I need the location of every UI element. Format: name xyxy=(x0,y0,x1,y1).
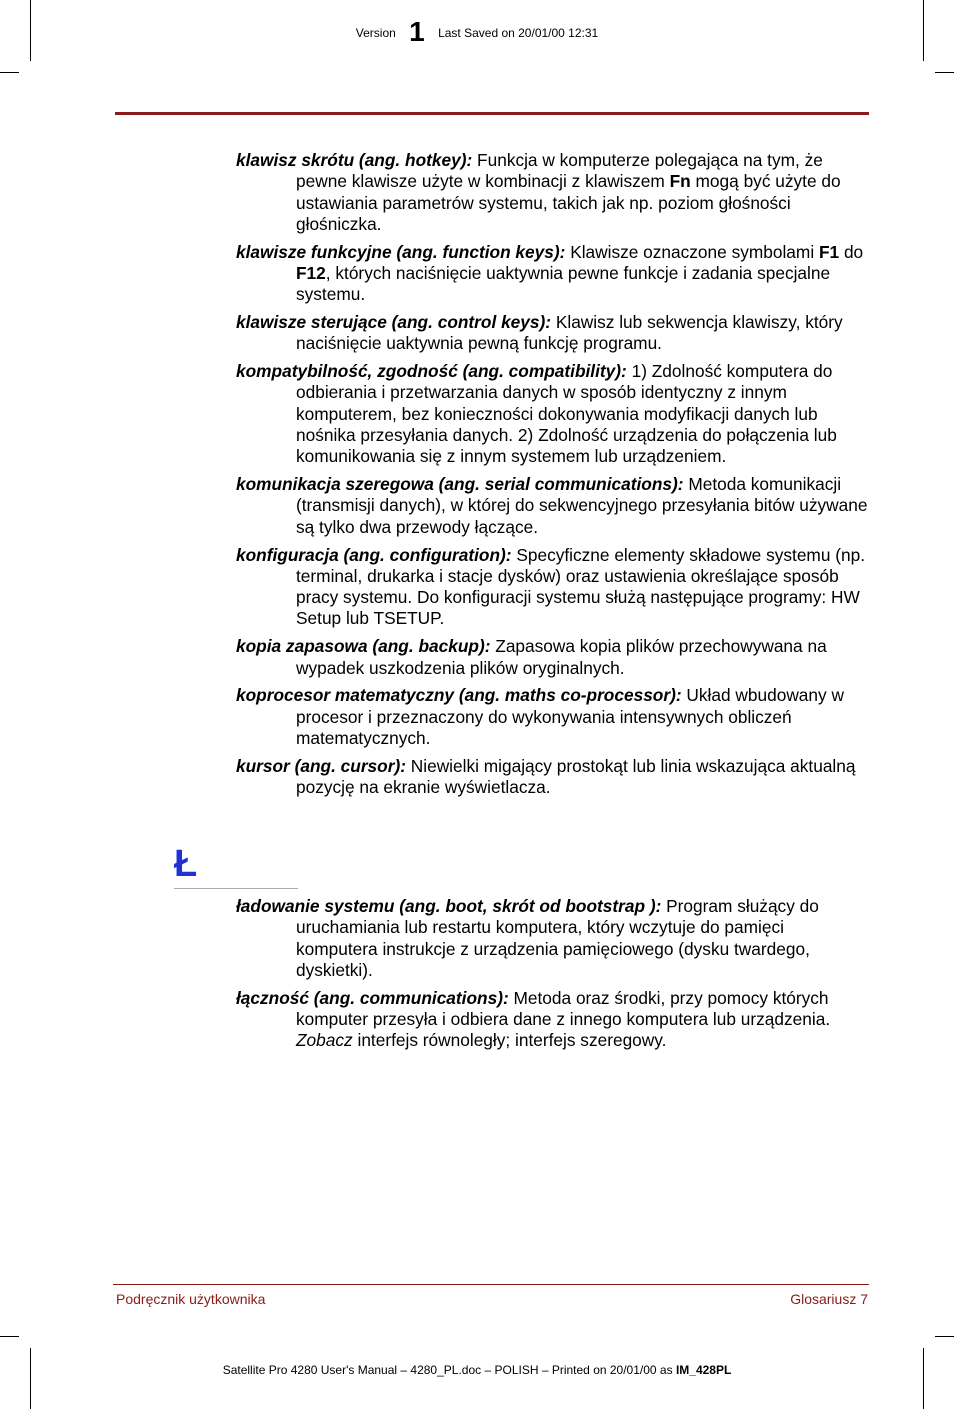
footer-page-label: Glosariusz 7 xyxy=(790,1291,868,1307)
glossary-entry xyxy=(236,545,868,630)
glossary-entry xyxy=(236,636,868,679)
definition-text: Metoda oraz środki, przy pomocy których komputer przesyła i odbiera dane z innego komputera lub urządzenia. xyxy=(296,987,831,1029)
print-info xyxy=(0,1363,954,1377)
crop-mark xyxy=(923,1348,924,1409)
glossary-entry xyxy=(236,988,868,1052)
footer-rule xyxy=(113,1284,869,1285)
glossary-entry xyxy=(236,474,868,538)
glossary-term: klawisz skrótu (ang. hotkey): xyxy=(236,150,473,170)
definition-text: Zapasowa kopia plików przechowywana na wypadek uszkodzenia plików oryginalnych. xyxy=(296,636,827,678)
version-number: 1 xyxy=(409,16,425,47)
glossary-section-l xyxy=(236,896,868,1058)
crop-mark xyxy=(935,1336,954,1337)
definition-text: F12 xyxy=(296,262,326,283)
glossary-section-k xyxy=(236,150,868,805)
version-header xyxy=(0,18,954,47)
crop-mark xyxy=(0,1336,19,1337)
glossary-entry xyxy=(236,685,868,749)
print-info-code: IM_428PL xyxy=(675,1363,732,1377)
print-info-text: Satellite Pro 4280 User's Manual – 4280_PL.doc – POLISH – Printed on 20/01/00 as xyxy=(222,1363,676,1377)
definition-text: do xyxy=(839,241,864,262)
glossary-term: komunikacja szeregowa (ang. serial communications): xyxy=(236,474,684,495)
glossary-entry xyxy=(236,150,868,235)
glossary-entry xyxy=(236,756,868,799)
glossary-entry xyxy=(236,242,868,306)
definition-text: F1 xyxy=(818,241,840,262)
glossary-term: łączność (ang. communications): xyxy=(236,987,509,1008)
glossary-entry xyxy=(236,312,868,355)
definition-text: Specyficzne elementy składowe systemu (np. terminal, drukarka i stacje dysków) oraz ustawienia określające sposób pracy systemu. Do konfiguracji systemu służą następujące programy: HW Setup lub TSETUP. xyxy=(296,544,866,629)
definition-text: , których naciśnięcie uaktywnia pewne funkcje i zadania specjalne systemu. xyxy=(296,262,831,305)
glossary-term: koprocesor matematyczny (ang. maths co-processor): xyxy=(236,685,682,706)
glossary-term: ładowanie systemu (ang. boot, skrót od bootstrap ): xyxy=(236,896,662,916)
glossary-term: klawisze funkcyjne (ang. function keys): xyxy=(236,241,566,262)
crop-mark xyxy=(935,72,954,73)
version-label: Version xyxy=(355,26,396,40)
footer-manual-title: Podręcznik użytkownika xyxy=(116,1291,266,1307)
last-saved: Last Saved on 20/01/00 12:31 xyxy=(438,26,599,40)
definition-text: Zobacz xyxy=(296,1030,353,1051)
definition-text: interfejs równoległy; interfejs szeregowy. xyxy=(352,1030,667,1051)
definition-text: 1) Zdolność komputera do odbierania i przetwarzania danych w sposób identyczny z innym komputerem, bez konieczności dokonywania modyfikacji danych lub nośnika przesyłania danych. 2) Zdolność urządzenia do połączenia lub komunikowania się z innym systemem lub urządzeniem. xyxy=(296,361,837,467)
section-heading-rule xyxy=(174,888,298,889)
definition-text: Układ wbudowany w procesor i przeznaczony do wykonywania intensywnych obliczeń matematycznych. xyxy=(296,685,844,748)
section-letter-heading: Ł xyxy=(174,843,198,885)
definition-text: Klawisze oznaczone symbolami xyxy=(565,241,819,262)
definition-text: Fn xyxy=(669,171,691,192)
glossary-term: kopia zapasowa (ang. backup): xyxy=(236,636,491,657)
glossary-term: kursor (ang. cursor): xyxy=(236,755,406,776)
definition-text: Program służący do uruchamiania lub restartu komputera, który wczytuje do pamięci komputera instrukcje z urządzenia pamięciowego (dysku twardego, dyskietki). xyxy=(296,896,819,980)
glossary-term: klawisze sterujące (ang. control keys): xyxy=(236,312,552,333)
glossary-entry xyxy=(236,361,868,467)
definition-text: Niewielki migający prostokąt lub linia wskazująca aktualną pozycję na ekranie wyświetlacza. xyxy=(296,755,856,798)
glossary-term: kompatybilność, zgodność (ang. compatibility): xyxy=(236,361,627,382)
definition-text: Klawisz lub sekwencja klawiszy, który naciśnięcie uaktywnia pewną funkcję programu. xyxy=(296,312,843,354)
glossary-term: konfiguracja (ang. configuration): xyxy=(236,544,512,565)
crop-mark xyxy=(30,1348,31,1409)
header-rule xyxy=(115,112,869,115)
definition-text: Metoda komunikacji (transmisji danych), w której do sekwencyjnego przesyłania bitów używane są tylko dwa przewody łączące. xyxy=(296,474,868,537)
definition-text: mogą być użyte do ustawiania parametrów systemu, takich jak np. poziom głośności głośniczka. xyxy=(296,171,841,234)
definition-text: Funkcja w komputerze polegająca na tym, że pewne klawisze użyte w kombinacji z klawiszem xyxy=(296,150,823,192)
glossary-entry xyxy=(236,896,868,981)
crop-mark xyxy=(0,72,19,73)
